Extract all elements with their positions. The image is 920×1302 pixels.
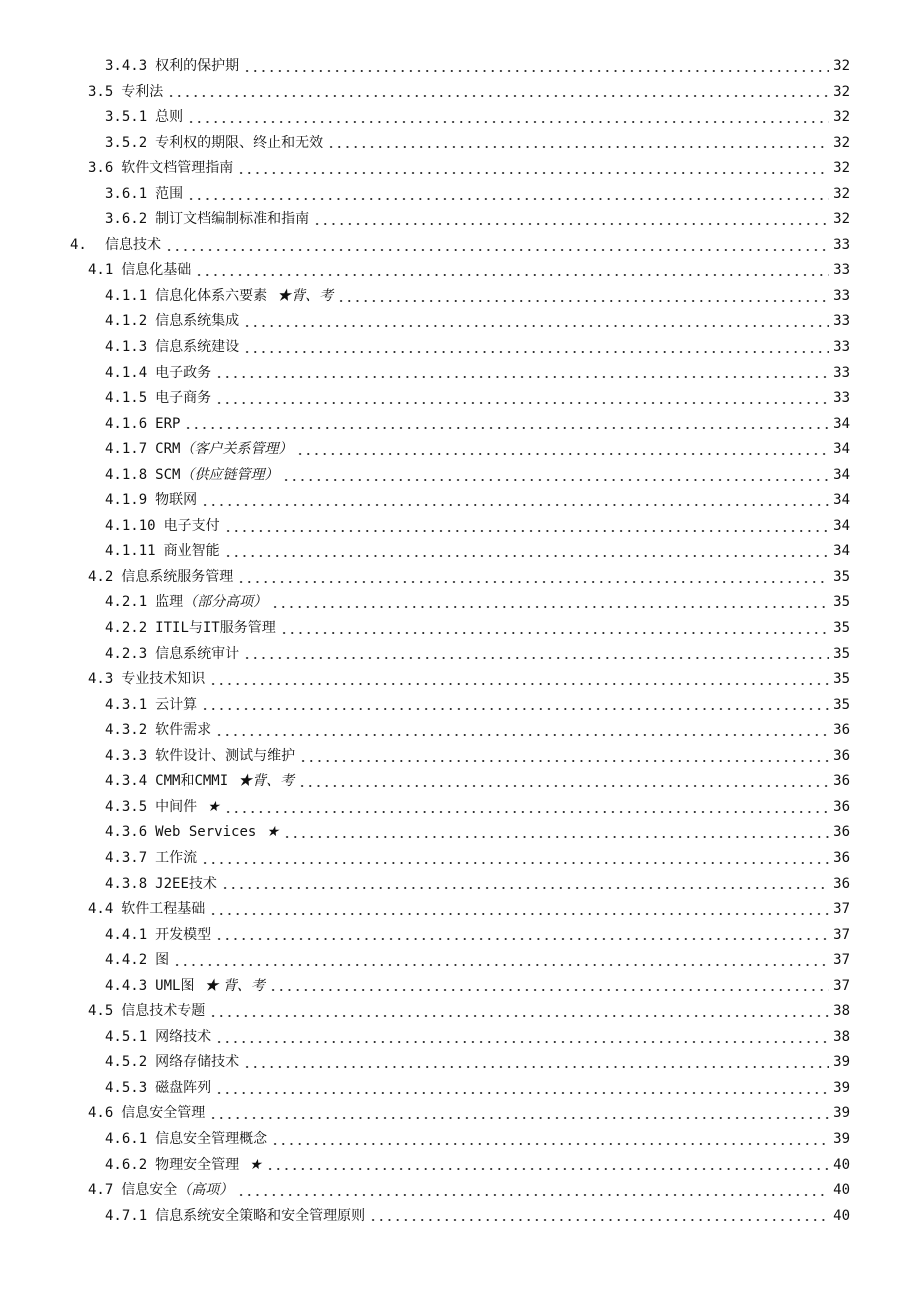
toc-entry[interactable] bbox=[0, 1076, 920, 1102]
section-title: 商业智能 bbox=[163, 543, 220, 560]
section-number: 4.4.3 bbox=[105, 977, 148, 994]
page-number: 33 bbox=[833, 287, 850, 304]
section-number: 4.2.1 bbox=[105, 594, 148, 611]
toc-entry[interactable] bbox=[0, 156, 920, 182]
dot-leader bbox=[201, 707, 829, 711]
section-title: 信息技术专题 bbox=[121, 1003, 206, 1020]
dot-leader bbox=[215, 733, 829, 737]
section-note: ★背、考 bbox=[277, 287, 334, 304]
page-number: 32 bbox=[833, 83, 850, 100]
section-number: 4.4.2 bbox=[105, 952, 148, 969]
dot-leader bbox=[215, 1040, 829, 1044]
section-title: ITIL与IT服务管理 bbox=[155, 620, 276, 637]
page-number: 40 bbox=[833, 1156, 850, 1173]
section-title: 信息系统服务管理 bbox=[121, 568, 234, 585]
section-number: 3.5.2 bbox=[105, 134, 148, 151]
page-number: 37 bbox=[833, 926, 850, 943]
toc-entry[interactable] bbox=[0, 846, 920, 872]
section-title: 总则 bbox=[155, 109, 184, 126]
section-number: 4.7.1 bbox=[105, 1207, 148, 1224]
toc-entry[interactable] bbox=[0, 412, 920, 438]
toc-entry[interactable] bbox=[0, 386, 920, 412]
section-title: 工作流 bbox=[155, 849, 198, 866]
section-number: 4.1.11 bbox=[105, 543, 156, 560]
section-number: 3.5.1 bbox=[105, 109, 148, 126]
dot-leader bbox=[215, 1091, 829, 1095]
toc-entry[interactable] bbox=[0, 948, 920, 974]
page-number: 36 bbox=[833, 875, 850, 892]
dot-leader bbox=[215, 937, 829, 941]
section-title: 软件文档管理指南 bbox=[121, 160, 234, 177]
section-number: 4.6.1 bbox=[105, 1130, 148, 1147]
dot-leader bbox=[224, 810, 829, 814]
section-number: 4.3.1 bbox=[105, 696, 148, 713]
section-number: 3.4.3 bbox=[105, 58, 148, 74]
section-number: 4.3.6 bbox=[105, 824, 148, 841]
page-number: 36 bbox=[833, 722, 850, 739]
section-number: 4.5.2 bbox=[105, 1054, 148, 1071]
section-title: 软件设计、测试与维护 bbox=[155, 747, 296, 764]
section-note: ★ bbox=[266, 824, 279, 841]
section-title: 开发模型 bbox=[155, 926, 212, 943]
page-number: 39 bbox=[833, 1079, 850, 1096]
page-number: 35 bbox=[833, 671, 850, 688]
section-title: 专利法 bbox=[121, 83, 164, 100]
page-number: 32 bbox=[833, 211, 850, 228]
dot-leader bbox=[282, 478, 829, 482]
dot-leader bbox=[237, 1193, 829, 1197]
dot-leader bbox=[215, 401, 829, 405]
toc-entry[interactable] bbox=[0, 1204, 920, 1230]
page-number: 37 bbox=[833, 952, 850, 969]
dot-leader bbox=[224, 554, 830, 558]
dot-leader bbox=[266, 1167, 829, 1171]
dot-leader bbox=[243, 656, 829, 660]
dot-leader bbox=[221, 886, 829, 890]
page-number: 35 bbox=[833, 620, 850, 637]
toc-entry[interactable] bbox=[0, 565, 920, 591]
section-number: 4.3 bbox=[88, 671, 114, 688]
page-number: 34 bbox=[833, 517, 850, 534]
section-title: 中间件 bbox=[155, 798, 198, 815]
section-title: 软件工程基础 bbox=[121, 901, 206, 918]
page-number: 35 bbox=[833, 645, 850, 662]
dot-leader bbox=[209, 682, 829, 686]
section-title: J2EE技术 bbox=[155, 875, 217, 892]
dot-leader bbox=[173, 963, 829, 967]
section-title: ERP bbox=[155, 415, 181, 432]
toc-entry[interactable] bbox=[0, 258, 920, 284]
toc-entry[interactable] bbox=[0, 642, 920, 668]
toc-entry[interactable] bbox=[0, 616, 920, 642]
toc-entry[interactable] bbox=[0, 923, 920, 949]
section-note: ★背、考 bbox=[238, 773, 295, 790]
toc-entry[interactable] bbox=[0, 974, 920, 1000]
toc-entry[interactable] bbox=[0, 999, 920, 1025]
page-number: 33 bbox=[833, 262, 850, 279]
section-note: （客户关系管理） bbox=[180, 441, 293, 458]
page-number: 34 bbox=[833, 543, 850, 560]
toc-entry[interactable] bbox=[0, 182, 920, 208]
page-number: 35 bbox=[833, 568, 850, 585]
dot-leader bbox=[271, 1142, 829, 1146]
dot-leader bbox=[237, 580, 829, 584]
page-number: 38 bbox=[833, 1003, 850, 1020]
section-number: 4.1.5 bbox=[105, 390, 148, 407]
section-title: 信息系统建设 bbox=[155, 339, 240, 356]
section-title: 范围 bbox=[155, 185, 184, 202]
toc-entry[interactable] bbox=[0, 718, 920, 744]
toc-entry[interactable] bbox=[0, 872, 920, 898]
toc-entry[interactable] bbox=[0, 463, 920, 489]
section-number: 4.4.1 bbox=[105, 926, 148, 943]
toc-entry[interactable] bbox=[0, 820, 920, 846]
dot-leader bbox=[283, 835, 829, 839]
section-number: 4.1.2 bbox=[105, 313, 148, 330]
section-title: 专利权的期限、终止和无效 bbox=[155, 134, 324, 151]
section-note: （高项） bbox=[177, 1182, 234, 1199]
section-title: 专业技术知识 bbox=[121, 671, 206, 688]
section-title: 电子商务 bbox=[155, 390, 212, 407]
section-title: 物联网 bbox=[155, 492, 198, 509]
toc-entry[interactable] bbox=[0, 437, 920, 463]
section-title: 电子政务 bbox=[155, 364, 212, 381]
page-number: 33 bbox=[833, 339, 850, 356]
dot-leader bbox=[165, 248, 829, 252]
dot-leader bbox=[243, 1065, 829, 1069]
page-number: 35 bbox=[833, 696, 850, 713]
section-number: 4.1.8 bbox=[105, 466, 148, 483]
section-title: 信息安全管理 bbox=[121, 1105, 206, 1122]
section-number: 4.1.3 bbox=[105, 339, 148, 356]
page-number: 37 bbox=[833, 901, 850, 918]
section-title: CMM和CMMI bbox=[155, 773, 229, 790]
toc-entry[interactable] bbox=[0, 1127, 920, 1153]
toc-entry[interactable] bbox=[0, 1178, 920, 1204]
section-title: CRM bbox=[155, 441, 181, 458]
section-title: 磁盘阵列 bbox=[155, 1079, 212, 1096]
section-number: 3.6.2 bbox=[105, 211, 148, 228]
page-number: 39 bbox=[833, 1130, 850, 1147]
section-number: 4.1 bbox=[88, 262, 114, 279]
page-number: 32 bbox=[833, 160, 850, 177]
section-title: 网络技术 bbox=[155, 1028, 212, 1045]
toc-entry[interactable] bbox=[0, 309, 920, 335]
page-number: 35 bbox=[833, 594, 850, 611]
page-number: 33 bbox=[833, 313, 850, 330]
section-number: 4.3.2 bbox=[105, 722, 148, 739]
section-note: （部分高项） bbox=[183, 594, 268, 611]
section-number: 4.6 bbox=[88, 1105, 114, 1122]
section-title: 信息安全管理概念 bbox=[155, 1130, 268, 1147]
section-title: 权利的保护期 bbox=[155, 58, 240, 74]
section-title: 信息技术 bbox=[105, 236, 161, 253]
dot-leader bbox=[167, 94, 829, 98]
section-title: 信息安全 bbox=[121, 1182, 178, 1199]
dot-leader bbox=[201, 861, 829, 865]
dot-leader bbox=[195, 273, 829, 277]
page-number: 32 bbox=[833, 134, 850, 151]
page-number: 34 bbox=[833, 415, 850, 432]
section-title: 信息化体系六要素 bbox=[155, 287, 268, 304]
page-number: 36 bbox=[833, 773, 850, 790]
section-title: 网络存储技术 bbox=[155, 1054, 240, 1071]
dot-leader bbox=[209, 1014, 829, 1018]
toc-entry[interactable] bbox=[0, 54, 920, 80]
section-number: 4.2.2 bbox=[105, 620, 148, 637]
section-title: 图 bbox=[155, 952, 170, 969]
toc-entry[interactable] bbox=[0, 769, 920, 795]
section-title: 物理安全管理 bbox=[155, 1156, 240, 1173]
page-number: 32 bbox=[833, 58, 850, 74]
toc-entry[interactable] bbox=[0, 1101, 920, 1127]
toc-entry[interactable] bbox=[0, 488, 920, 514]
dot-leader bbox=[237, 171, 829, 175]
toc-entry[interactable] bbox=[0, 539, 920, 565]
page-number: 33 bbox=[833, 390, 850, 407]
page-number: 32 bbox=[833, 185, 850, 202]
section-title: 监理 bbox=[155, 594, 184, 611]
section-number: 4.7 bbox=[88, 1182, 114, 1199]
dot-leader bbox=[327, 145, 829, 149]
toc-entry[interactable] bbox=[0, 207, 920, 233]
toc-entry[interactable] bbox=[0, 1153, 920, 1179]
toc-entry[interactable] bbox=[0, 897, 920, 923]
page-number: 36 bbox=[833, 747, 850, 764]
section-title: 云计算 bbox=[155, 696, 198, 713]
section-title: 信息系统审计 bbox=[155, 645, 240, 662]
page-number: 37 bbox=[833, 977, 850, 994]
section-title: 信息系统安全策略和安全管理原则 bbox=[155, 1207, 366, 1224]
section-number: 4.5.1 bbox=[105, 1028, 148, 1045]
dot-leader bbox=[215, 375, 829, 379]
section-title: Web Services bbox=[155, 824, 257, 841]
section-number: 4.1.9 bbox=[105, 492, 148, 509]
section-number: 3.5 bbox=[88, 83, 114, 100]
section-title: 软件需求 bbox=[155, 722, 212, 739]
dot-leader bbox=[298, 784, 829, 788]
dot-leader bbox=[299, 759, 829, 763]
section-title: 电子支付 bbox=[163, 517, 220, 534]
page-number: 36 bbox=[833, 824, 850, 841]
dot-leader bbox=[209, 1116, 829, 1120]
dot-leader bbox=[296, 452, 829, 456]
dot-leader bbox=[369, 1218, 829, 1222]
section-number: 4.4 bbox=[88, 901, 114, 918]
toc-entry[interactable] bbox=[0, 335, 920, 361]
page-number: 40 bbox=[833, 1182, 850, 1199]
toc-entry[interactable] bbox=[0, 131, 920, 157]
dot-leader bbox=[269, 988, 829, 992]
page-number: 33 bbox=[833, 236, 850, 253]
toc-entry[interactable] bbox=[0, 80, 920, 106]
dot-leader bbox=[201, 503, 829, 507]
toc-entry[interactable] bbox=[0, 1025, 920, 1051]
section-title: SCM bbox=[155, 466, 181, 483]
page-number: 34 bbox=[833, 492, 850, 509]
dot-leader bbox=[224, 529, 830, 533]
toc-entry[interactable] bbox=[0, 284, 920, 310]
section-number: 4.3.7 bbox=[105, 849, 148, 866]
dot-leader bbox=[184, 426, 829, 430]
toc-entry[interactable] bbox=[0, 667, 920, 693]
section-title: 信息系统集成 bbox=[155, 313, 240, 330]
section-number: 4.1.7 bbox=[105, 441, 148, 458]
section-number: 4.5.3 bbox=[105, 1079, 148, 1096]
dot-leader bbox=[187, 120, 829, 124]
dot-leader bbox=[209, 912, 829, 916]
section-number: 3.6.1 bbox=[105, 185, 148, 202]
toc-entry[interactable] bbox=[0, 693, 920, 719]
section-title: 制订文档编制标准和指南 bbox=[155, 211, 310, 228]
section-number: 4.1.10 bbox=[105, 517, 156, 534]
toc-entry[interactable] bbox=[0, 1050, 920, 1076]
section-number: 4.2 bbox=[88, 568, 114, 585]
toc-entry[interactable] bbox=[0, 514, 920, 540]
section-number: 4.1.6 bbox=[105, 415, 148, 432]
page-number: 36 bbox=[833, 798, 850, 815]
dot-leader bbox=[243, 350, 829, 354]
section-number: 3.6 bbox=[88, 160, 114, 177]
section-number: 4.6.2 bbox=[105, 1156, 148, 1173]
toc-entry[interactable] bbox=[0, 744, 920, 770]
toc-entry[interactable] bbox=[0, 105, 920, 131]
toc-entry[interactable] bbox=[0, 590, 920, 616]
section-number: 4.5 bbox=[88, 1003, 114, 1020]
page-number: 33 bbox=[833, 364, 850, 381]
toc-entry[interactable] bbox=[0, 361, 920, 387]
section-number: 4.3.4 bbox=[105, 773, 148, 790]
toc-entry[interactable] bbox=[0, 795, 920, 821]
page-number: 32 bbox=[833, 109, 850, 126]
dot-leader bbox=[271, 605, 829, 609]
page-number: 34 bbox=[833, 466, 850, 483]
section-note: ★ bbox=[207, 798, 220, 815]
section-number: 4.2.3 bbox=[105, 645, 148, 662]
section-number: 4.3.8 bbox=[105, 875, 148, 892]
section-number: 4.1.1 bbox=[105, 287, 148, 304]
section-number: 4. bbox=[70, 236, 87, 253]
section-number: 4.3.3 bbox=[105, 747, 148, 764]
dot-leader bbox=[280, 631, 829, 635]
page-number: 39 bbox=[833, 1054, 850, 1071]
section-number: 4.3.5 bbox=[105, 798, 148, 815]
dot-leader bbox=[243, 324, 829, 328]
section-number: 4.1.4 bbox=[105, 364, 148, 381]
table-of-contents bbox=[0, 54, 920, 1229]
page-number: 39 bbox=[833, 1105, 850, 1122]
dot-leader bbox=[243, 69, 829, 73]
dot-leader bbox=[187, 197, 829, 201]
section-note: ★ bbox=[249, 1156, 262, 1173]
page-number: 34 bbox=[833, 441, 850, 458]
section-note: （供应链管理） bbox=[180, 466, 279, 483]
page-number: 40 bbox=[833, 1207, 850, 1224]
toc-entry[interactable] bbox=[0, 233, 920, 259]
page-number: 38 bbox=[833, 1028, 850, 1045]
dot-leader bbox=[337, 299, 829, 303]
page-number: 36 bbox=[833, 849, 850, 866]
dot-leader bbox=[313, 222, 829, 226]
section-title: UML图 bbox=[155, 977, 195, 994]
section-note: ★ 背、考 bbox=[204, 977, 265, 994]
section-title: 信息化基础 bbox=[121, 262, 192, 279]
